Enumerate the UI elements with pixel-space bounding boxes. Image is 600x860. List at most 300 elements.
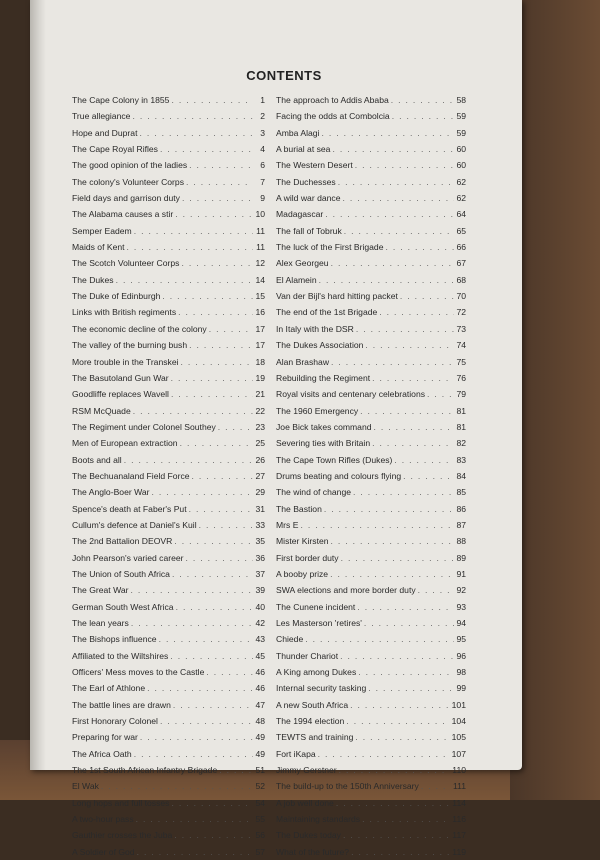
entry-page-number: 7 (260, 176, 265, 187)
entry-title: The Africa Oath (72, 748, 132, 759)
entry-page-number: 85 (456, 487, 466, 498)
dot-leader (127, 239, 253, 255)
contents-column-left (72, 92, 265, 860)
dot-leader (137, 844, 253, 860)
entry-page-number: 52 (255, 781, 265, 792)
contents-entry (276, 174, 466, 190)
contents-entry (72, 239, 265, 255)
contents-entry (276, 206, 466, 222)
entry-title: The Cunene incident (276, 601, 356, 612)
entry-title: The lean years (72, 618, 129, 628)
entry-page-number: 51 (255, 765, 265, 776)
entry-title: Men of European extraction (72, 438, 178, 449)
entry-title: The colony's Volunteer Corps (72, 176, 184, 187)
entry-page-number: 12 (255, 258, 265, 269)
entry-page-number: 27 (255, 470, 265, 481)
contents-entry (72, 419, 265, 435)
entry-page-number: 72 (456, 307, 466, 318)
dot-leader (186, 550, 253, 566)
entry-page-number: 39 (255, 585, 265, 596)
entry-title: A new South Africa (276, 699, 349, 710)
entry-page-number: 95 (456, 634, 466, 645)
entry-title: Maids of Kent (72, 242, 125, 253)
dot-leader (372, 435, 454, 451)
entry-page-number: 96 (456, 650, 466, 661)
dot-leader (362, 811, 450, 827)
entry-page-number: 65 (456, 225, 466, 236)
contents-entry (276, 566, 466, 582)
entry-page-number: 70 (456, 291, 466, 302)
dot-leader (116, 272, 253, 288)
entry-page-number: 4 (260, 144, 265, 155)
entry-title: El Wak (72, 781, 99, 792)
entry-page-number: 23 (255, 421, 265, 432)
contents-entry (72, 827, 265, 843)
dot-leader (385, 239, 454, 255)
entry-page-number: 101 (451, 699, 466, 710)
contents-entry (276, 648, 466, 664)
contents-entry (72, 304, 265, 320)
dot-leader (338, 174, 454, 190)
entry-title: Gauthier crosses the Juba (72, 830, 173, 841)
contents-entry (276, 811, 466, 827)
entry-title: The 1960 Emergency (276, 405, 359, 416)
dot-leader (346, 713, 449, 729)
entry-title: A wild war dance (276, 193, 341, 204)
contents-entry (72, 157, 265, 173)
dot-leader (336, 795, 450, 811)
dot-leader (344, 223, 454, 239)
contents-entry (72, 566, 265, 582)
entry-title: First Honorary Colonel (72, 716, 158, 727)
entry-page-number: 6 (260, 160, 265, 171)
entry-page-number: 67 (456, 258, 466, 269)
entry-title: El Alamein (276, 274, 317, 285)
entry-title: First border duty (276, 552, 339, 563)
entry-title: Madagascar (276, 209, 324, 220)
entry-title: Officers' Mess moves to the Castle (72, 667, 205, 678)
dot-leader (192, 468, 253, 484)
dot-leader (170, 648, 253, 664)
contents-entry (72, 533, 265, 549)
contents-entry (276, 452, 466, 468)
entry-page-number: 116 (452, 814, 466, 825)
entry-title: True allegiance (72, 111, 131, 122)
contents-entry (72, 697, 265, 713)
contents-entry (276, 386, 466, 402)
entry-page-number: 54 (255, 797, 265, 808)
entry-page-number: 56 (255, 830, 265, 841)
entry-title: Royal visits and centenary celebrations (276, 389, 426, 400)
entry-title: SWA elections and more border duty (276, 585, 416, 596)
entry-page-number: 68 (456, 274, 466, 285)
entry-page-number: 42 (255, 618, 265, 628)
entry-title: The luck of the First Brigade (276, 242, 384, 253)
entry-page-number: 62 (456, 193, 466, 204)
contents-column-right (276, 92, 466, 860)
dot-leader (139, 125, 253, 141)
dot-leader (136, 811, 253, 827)
dot-leader (162, 288, 253, 304)
contents-entry (72, 778, 265, 794)
contents-entry (72, 223, 265, 239)
entry-title: Chiede (276, 634, 304, 645)
entry-page-number: 105 (451, 732, 466, 743)
entry-title: Joe Bick takes command (276, 421, 372, 432)
entry-title: Field days and garrison duty (72, 193, 180, 204)
contents-entry (276, 304, 466, 320)
contents-entry (276, 321, 466, 337)
entry-page-number: 79 (456, 389, 466, 400)
dot-leader (176, 599, 253, 615)
contents-entry (72, 729, 265, 745)
contents-entry (72, 354, 265, 370)
dot-leader (180, 435, 253, 451)
dot-leader (134, 223, 253, 239)
entry-title: The Scotch Volunteer Corps (72, 258, 180, 269)
entry-page-number: 99 (456, 683, 466, 694)
contents-entry (276, 141, 466, 157)
entry-title: Long hops and full tosses (72, 797, 170, 808)
dot-leader (324, 501, 454, 517)
book-spine-shadow (30, 0, 46, 770)
dot-leader (343, 190, 455, 206)
contents-entry (276, 435, 466, 451)
contents-entry (72, 370, 265, 386)
dot-leader (132, 108, 253, 124)
dot-leader (403, 468, 454, 484)
entry-page-number: 25 (255, 438, 265, 449)
entry-title: German South West Africa (72, 601, 174, 612)
dot-leader (174, 533, 253, 549)
entry-title: The build-up to the 150th Anniversary (276, 781, 419, 792)
contents-entry (72, 206, 265, 222)
dot-leader (173, 697, 253, 713)
dot-leader (159, 631, 253, 647)
contents-entry (276, 354, 466, 370)
entry-page-number: 14 (255, 274, 265, 285)
dot-leader (343, 827, 450, 843)
dot-leader (219, 762, 253, 778)
dot-leader (189, 501, 253, 517)
contents-entry (276, 827, 466, 843)
dot-leader (305, 631, 454, 647)
contents-entry (72, 452, 265, 468)
contents-entry (72, 435, 265, 451)
entry-page-number: 94 (456, 618, 466, 628)
dot-leader (172, 566, 253, 582)
entry-title: The wind of change (276, 487, 352, 498)
entry-title: The Anglo-Boer War (72, 487, 150, 498)
entry-page-number: 47 (255, 699, 265, 710)
contents-entry (276, 550, 466, 566)
dot-leader (182, 190, 253, 206)
entry-title: Amba Alagi (276, 127, 320, 138)
entry-title: Alan Brashaw (276, 356, 330, 367)
contents-entry (72, 746, 265, 762)
entry-page-number: 91 (456, 568, 466, 579)
entry-title: John Pearson's varied career (72, 552, 184, 563)
contents-entry (72, 631, 265, 647)
contents-entry (276, 190, 466, 206)
contents-entry (72, 680, 265, 696)
entry-title: The Cape Colony in 1855 (72, 95, 170, 105)
contents-entry (276, 631, 466, 647)
entry-title: Thunder Chariot (276, 650, 339, 661)
entry-page-number: 59 (456, 111, 466, 122)
contents-entry (72, 501, 265, 517)
entry-title: The Basutoland Gun War (72, 372, 169, 383)
entry-title: Internal security tasking (276, 683, 367, 694)
dot-leader (372, 370, 454, 386)
entry-title: The battle lines are drawn (72, 699, 171, 710)
dot-leader (394, 452, 454, 468)
dot-leader (391, 92, 454, 108)
dot-leader (133, 403, 253, 419)
contents-entry (72, 811, 265, 827)
contents-entry (276, 697, 466, 713)
entry-page-number: 46 (255, 667, 265, 678)
dot-leader (331, 354, 454, 370)
entry-title: Affiliated to the Wiltshires (72, 650, 169, 661)
contents-entry (72, 795, 265, 811)
dot-leader (427, 386, 454, 402)
entry-title: The 1994 election (276, 716, 345, 727)
entry-title: The Cape Town Rifles (Dukes) (276, 454, 393, 465)
dot-leader (178, 304, 253, 320)
entry-page-number: 1 (260, 95, 265, 105)
contents-entry (276, 795, 466, 811)
dot-leader (206, 664, 253, 680)
contents-entry (72, 337, 265, 353)
entry-title: Spence's death at Faber's Put (72, 503, 187, 514)
entry-title: A King among Dukes (276, 667, 357, 678)
contents-entry (72, 517, 265, 533)
dot-leader (189, 337, 253, 353)
contents-entry (276, 288, 466, 304)
entry-title: The 1st South African Infantry Brigade (72, 765, 218, 776)
dot-leader (186, 174, 253, 190)
entry-page-number: 2 (260, 111, 265, 122)
entry-title: The Earl of Athlone (72, 683, 146, 694)
contents-entry (72, 484, 265, 500)
entry-title: The Bishops influence (72, 634, 157, 645)
entry-page-number: 40 (255, 601, 265, 612)
contents-entry (276, 844, 466, 860)
entry-page-number: 110 (452, 765, 466, 776)
entry-title: Jimmy Gerstner (276, 765, 337, 776)
entry-page-number: 55 (255, 814, 265, 825)
dot-leader (353, 484, 454, 500)
entry-title: The fall of Tobruk (276, 225, 342, 236)
entry-page-number: 21 (255, 389, 265, 400)
dot-leader (339, 762, 451, 778)
entry-title: The Dukes (72, 274, 114, 285)
contents-entry (276, 517, 466, 533)
entry-title: The Regiment under Colonel Southey (72, 421, 216, 432)
dot-leader (364, 615, 454, 631)
entry-page-number: 83 (456, 454, 466, 465)
contents-entry (276, 419, 466, 435)
entry-page-number: 81 (456, 421, 466, 432)
contents-entry (276, 615, 466, 631)
entry-page-number: 46 (255, 683, 265, 694)
dot-leader (160, 713, 253, 729)
entry-page-number: 11 (256, 242, 265, 253)
contents-entry (276, 762, 466, 778)
contents-entry (276, 713, 466, 729)
entry-page-number: 22 (255, 405, 265, 416)
entry-title: Rebuilding the Regiment (276, 372, 371, 383)
contents-entry (276, 403, 466, 419)
entry-page-number: 75 (456, 356, 466, 367)
entry-title: The Duke of Edinburgh (72, 291, 161, 302)
dot-leader (325, 206, 454, 222)
entry-page-number: 11 (256, 225, 265, 236)
entry-title: The Union of South Africa (72, 568, 170, 579)
entry-page-number: 117 (452, 830, 466, 841)
contents-entry (72, 403, 265, 419)
dot-leader (332, 141, 454, 157)
contents-entry (276, 501, 466, 517)
contents-entry (72, 272, 265, 288)
entry-title: The Dukes Association (276, 340, 364, 351)
entry-page-number: 35 (255, 536, 265, 547)
entry-page-number: 10 (255, 209, 265, 220)
entry-page-number: 43 (255, 634, 265, 645)
entry-title: Semper Eadem (72, 225, 132, 236)
dot-leader (134, 746, 253, 762)
entry-page-number: 48 (255, 716, 265, 727)
entry-page-number: 17 (255, 323, 265, 334)
entry-title: The Bastion (276, 503, 322, 514)
entry-title: The 2nd Battalion DEOVR (72, 536, 173, 547)
dot-leader (400, 288, 454, 304)
contents-entry (276, 272, 466, 288)
entry-page-number: 36 (255, 552, 265, 563)
contents-entry (276, 468, 466, 484)
dot-leader (181, 255, 253, 271)
entry-page-number: 16 (255, 307, 265, 318)
dot-leader (358, 664, 454, 680)
entry-page-number: 49 (255, 748, 265, 759)
contents-entry (72, 550, 265, 566)
dot-leader (199, 517, 253, 533)
contents-entry (276, 157, 466, 173)
contents-entry (72, 92, 265, 108)
entry-page-number: 17 (255, 340, 265, 351)
entry-title: TEWTS and training (276, 732, 354, 743)
contents-entry (72, 125, 265, 141)
entry-title: The Cape Royal Rifles (72, 144, 158, 155)
contents-entry (72, 141, 265, 157)
contents-entry (276, 599, 466, 615)
entry-title: The end of the 1st Brigade (276, 307, 378, 318)
entry-title: A job well done (276, 797, 334, 808)
dot-leader (300, 517, 454, 533)
contents-entry (276, 108, 466, 124)
entry-page-number: 33 (255, 519, 265, 530)
dot-leader (181, 354, 253, 370)
entry-page-number: 60 (456, 144, 466, 155)
entry-page-number: 59 (456, 127, 466, 138)
contents-entry (276, 778, 466, 794)
dot-leader (131, 615, 253, 631)
entry-page-number: 74 (456, 340, 466, 351)
dot-leader (330, 566, 454, 582)
entry-page-number: 58 (456, 95, 466, 105)
entry-page-number: 49 (255, 732, 265, 743)
contents-entry (72, 762, 265, 778)
contents-entry (276, 484, 466, 500)
dot-leader (356, 321, 454, 337)
entry-page-number: 111 (452, 781, 466, 792)
dot-leader (319, 272, 454, 288)
entry-title: The economic decline of the colony (72, 323, 207, 334)
entry-page-number: 89 (456, 552, 466, 563)
dot-leader (351, 844, 450, 860)
contents-entry (276, 239, 466, 255)
table-surface-right (510, 0, 600, 800)
entry-title: Cullum's defence at Daniel's Kuil (72, 519, 197, 530)
entry-page-number: 82 (456, 438, 466, 449)
contents-entry (72, 468, 265, 484)
contents-entry (276, 729, 466, 745)
entry-title: The Great War (72, 585, 129, 596)
contents-entry (276, 370, 466, 386)
entry-page-number: 15 (255, 291, 265, 302)
entry-title: The Duchesses (276, 176, 336, 187)
entry-page-number: 92 (456, 585, 466, 596)
contents-entry (72, 664, 265, 680)
entry-title: A Soldier of God (72, 846, 135, 857)
entry-title: The approach to Addis Ababa (276, 95, 389, 105)
contents-entry (276, 92, 466, 108)
dot-leader (171, 386, 253, 402)
dot-leader (350, 697, 450, 713)
dot-leader (175, 206, 253, 222)
dot-leader (140, 729, 253, 745)
entry-title: Goodliffe replaces Wavell (72, 389, 169, 400)
entry-title: The Bechuanaland Field Force (72, 470, 190, 481)
contents-entry (72, 255, 265, 271)
dot-leader (131, 582, 253, 598)
dot-leader (209, 321, 253, 337)
contents-entry (276, 664, 466, 680)
contents-entry (72, 615, 265, 631)
contents-entry (276, 255, 466, 271)
dot-leader (365, 337, 454, 353)
entry-page-number: 66 (456, 242, 466, 253)
entry-page-number: 3 (260, 127, 265, 138)
entry-page-number: 93 (456, 601, 466, 612)
entry-title: The Alabama causes a stir (72, 209, 174, 220)
entry-title: More trouble in the Transkei (72, 356, 179, 367)
entry-page-number: 81 (456, 405, 466, 416)
contents-entry (276, 337, 466, 353)
contents-entry (276, 746, 466, 762)
entry-page-number: 87 (456, 519, 466, 530)
contents-entry (72, 321, 265, 337)
entry-title: The good opinion of the ladies (72, 160, 188, 171)
entry-title: Mister Kirsten (276, 536, 329, 547)
entry-page-number: 98 (456, 667, 466, 678)
entry-page-number: 86 (456, 503, 466, 514)
entry-title: Hope and Duprat (72, 127, 138, 138)
entry-title: RSM McQuade (72, 405, 131, 416)
entry-title: Links with British regiments (72, 307, 177, 318)
dot-leader (124, 452, 253, 468)
